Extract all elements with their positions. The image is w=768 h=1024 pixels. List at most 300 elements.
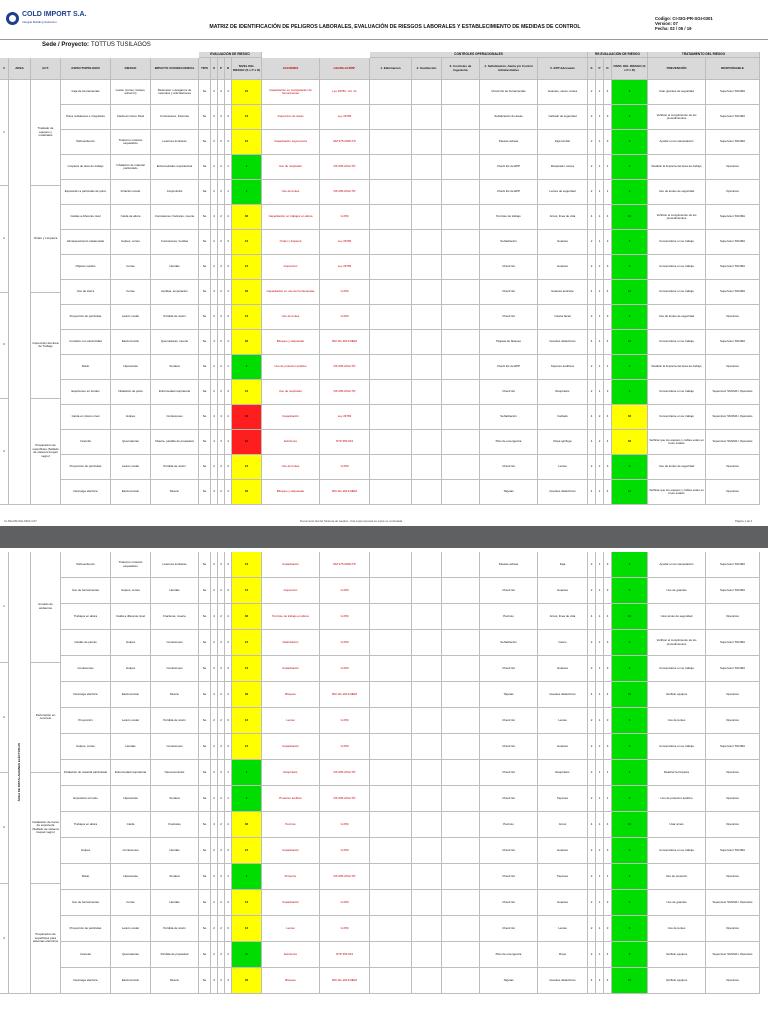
elimination-cell bbox=[370, 682, 412, 708]
detection-cell: 4 bbox=[225, 968, 232, 994]
re-probability-cell: 1 bbox=[596, 205, 604, 230]
prevention-cell: Uso de protector auditivo bbox=[648, 786, 706, 812]
consequence-cell: Contusiones bbox=[151, 734, 199, 760]
re-detection-cell: 3 bbox=[604, 734, 612, 760]
risk-cell: Caída de altura bbox=[111, 205, 151, 230]
signage-cell: Plan de emergencia bbox=[480, 942, 538, 968]
actions-cell: Bloqueo y etiquetado bbox=[262, 480, 320, 505]
ppe-cell: Guantes bbox=[538, 656, 588, 682]
prevention-cell: Verificar el cumplimiento de los procedimientos bbox=[648, 105, 706, 130]
legislation-cell: G.050 bbox=[320, 890, 370, 916]
legislation-cell: G.050 bbox=[320, 812, 370, 838]
probability-cell: 2 bbox=[218, 255, 225, 280]
risk-cell: Electrocución bbox=[111, 968, 151, 994]
responsible-cell: Operarios bbox=[706, 708, 760, 734]
hazard-cell: Ruido bbox=[61, 355, 111, 380]
actions-cell: Capacitación en manipulación de herramientas bbox=[262, 80, 320, 105]
engineering-cell bbox=[442, 80, 480, 105]
hazard-cell: Proyección de partículas bbox=[61, 305, 111, 330]
re-detection-cell: 3 bbox=[604, 105, 612, 130]
legislation-cell: G.050 bbox=[320, 916, 370, 942]
actions-cell: Inspección de áreas bbox=[262, 105, 320, 130]
activity-cell: Armado de andamios bbox=[31, 552, 61, 663]
ppe-cell: Guantes anticorte bbox=[538, 280, 588, 305]
type-cell: Sa bbox=[199, 760, 211, 786]
re-risk-level-cell: 6 bbox=[612, 734, 648, 760]
detection-cell: 3 bbox=[225, 890, 232, 916]
elimination-cell bbox=[370, 255, 412, 280]
type-cell: Se bbox=[199, 890, 211, 916]
detection-cell: 3 bbox=[225, 656, 232, 682]
responsible-cell: Supervisor SSOMA bbox=[706, 838, 760, 864]
substitution-cell bbox=[412, 355, 442, 380]
risk-cell: Cortes bbox=[111, 280, 151, 305]
re-risk-level-cell: 6 bbox=[612, 230, 648, 255]
document-header bbox=[0, 0, 768, 40]
detection-cell: 3 bbox=[225, 708, 232, 734]
probability-cell: 2 bbox=[218, 942, 225, 968]
ppe-cell: Guantes, casco, lentes bbox=[538, 80, 588, 105]
re-probability-cell: 1 bbox=[596, 708, 604, 734]
re-detection-cell: 4 bbox=[604, 942, 612, 968]
consequence-cell: Enfermedades respiratorias bbox=[151, 155, 199, 180]
prevention-cell: Realizar la limpieza del área de trabajo bbox=[648, 355, 706, 380]
type-cell: Se bbox=[199, 942, 211, 968]
table-row bbox=[0, 786, 768, 812]
severity-cell: 2 bbox=[211, 80, 218, 105]
consequence-cell: Muerte bbox=[151, 480, 199, 505]
substitution-cell bbox=[412, 455, 442, 480]
risk-level-cell: 12 bbox=[232, 916, 262, 942]
re-detection-cell: 1 bbox=[604, 760, 612, 786]
risk-level-cell: 12 bbox=[232, 130, 262, 155]
prevention-cell: Usar arnés bbox=[648, 812, 706, 838]
actions-cell: Extintores bbox=[262, 430, 320, 455]
re-probability-cell: 1 bbox=[596, 280, 604, 305]
elimination-cell bbox=[370, 480, 412, 505]
column-header-row bbox=[0, 58, 768, 80]
signage-cell: Check list bbox=[480, 455, 538, 480]
elimination-cell bbox=[370, 155, 412, 180]
legislation-cell: DS 005-2012-TR bbox=[320, 786, 370, 812]
table-row bbox=[0, 105, 768, 130]
type-cell: Se bbox=[199, 812, 211, 838]
col-header-riesgo: RIESGO bbox=[111, 58, 151, 80]
table-row bbox=[0, 760, 768, 786]
table-row bbox=[0, 630, 768, 656]
re-detection-cell: 4 bbox=[604, 604, 612, 630]
re-severity-cell: 2 bbox=[588, 760, 596, 786]
actions-cell: Inspección bbox=[262, 578, 320, 604]
ppe-cell: Guantes bbox=[538, 230, 588, 255]
severity-cell: 2 bbox=[211, 355, 218, 380]
probability-cell: 2 bbox=[218, 890, 225, 916]
re-detection-cell: 1 bbox=[604, 864, 612, 890]
table-row bbox=[0, 355, 768, 380]
re-probability-cell: 1 bbox=[596, 180, 604, 205]
prevention-cell: Verificar el cumplimiento de los procedimientos bbox=[648, 205, 706, 230]
re-risk-level-cell: 6 bbox=[612, 455, 648, 480]
probability-cell: 2 bbox=[218, 864, 225, 890]
col-header-p2: P bbox=[596, 58, 604, 80]
re-severity-cell: 2 bbox=[588, 180, 596, 205]
severity-cell: 2 bbox=[211, 380, 218, 405]
company-tagline: Integral Building Solutions bbox=[22, 20, 57, 24]
footer-code: CI-SIG-PR-SGI-0301-V.07 bbox=[4, 519, 37, 523]
legislation-cell: DS 005-2012-TR bbox=[320, 180, 370, 205]
table-row bbox=[0, 578, 768, 604]
elimination-cell bbox=[370, 380, 412, 405]
signage-cell: Permiso bbox=[480, 604, 538, 630]
legislation-cell: G.050 bbox=[320, 578, 370, 604]
engineering-cell bbox=[442, 130, 480, 155]
engineering-cell bbox=[442, 864, 480, 890]
probability-cell: 2 bbox=[218, 578, 225, 604]
re-risk-level-cell: 8 bbox=[612, 942, 648, 968]
re-probability-cell: 1 bbox=[596, 968, 604, 994]
re-severity-cell: 2 bbox=[588, 890, 596, 916]
re-detection-cell: 3 bbox=[604, 305, 612, 330]
table-row bbox=[0, 734, 768, 760]
severity-cell: 2 bbox=[211, 890, 218, 916]
engineering-cell bbox=[442, 330, 480, 355]
probability-cell: 2 bbox=[218, 205, 225, 230]
detection-cell: 4 bbox=[225, 405, 232, 430]
legislation-cell: G.050 bbox=[320, 708, 370, 734]
re-detection-cell: 4 bbox=[604, 405, 612, 430]
actions-cell: Permiso de trabajo en altura bbox=[262, 604, 320, 630]
type-cell: Se bbox=[199, 280, 211, 305]
re-risk-level-cell: 6 bbox=[612, 380, 648, 405]
re-probability-cell: 1 bbox=[596, 656, 604, 682]
engineering-cell bbox=[442, 942, 480, 968]
severity-cell: 4 bbox=[211, 330, 218, 355]
re-risk-level-cell: 6 bbox=[612, 305, 648, 330]
re-detection-cell: 4 bbox=[604, 812, 612, 838]
re-risk-level-cell: 16 bbox=[612, 604, 648, 630]
engineering-cell bbox=[442, 380, 480, 405]
elimination-cell bbox=[370, 890, 412, 916]
actions-cell: Protector auditivo bbox=[262, 786, 320, 812]
logo-icon bbox=[6, 12, 19, 25]
re-risk-level-cell: 6 bbox=[612, 255, 648, 280]
legislation-cell: NTP 350.043 bbox=[320, 942, 370, 968]
re-risk-level-cell: 16 bbox=[612, 280, 648, 305]
elimination-cell bbox=[370, 708, 412, 734]
responsible-cell: Supervisor SSOMA / Operarios bbox=[706, 890, 760, 916]
risk-cell: Cortes bbox=[111, 890, 151, 916]
re-detection-cell: 3 bbox=[604, 230, 612, 255]
hazard-cell: Caída en mismo nivel bbox=[61, 405, 111, 430]
actions-cell: Capacitación bbox=[262, 552, 320, 578]
table-row bbox=[0, 155, 768, 180]
ppe-cell: Guantes bbox=[538, 255, 588, 280]
engineering-cell bbox=[442, 355, 480, 380]
risk-cell: Caída al mismo Nivel bbox=[111, 105, 151, 130]
risk-cell: Cortes bbox=[111, 255, 151, 280]
risk-level-cell: 32 bbox=[232, 480, 262, 505]
severity-cell: 4 bbox=[211, 968, 218, 994]
signage-cell: Check list bbox=[480, 864, 538, 890]
hazard-cell: Contusiones bbox=[61, 656, 111, 682]
legislation-cell: RM 111-2013-MEM bbox=[320, 682, 370, 708]
legislation-cell: G.050 bbox=[320, 205, 370, 230]
risk-cell: Caída bbox=[111, 812, 151, 838]
re-risk-level-cell: 6 bbox=[612, 105, 648, 130]
signage-cell: Tarjetas bbox=[480, 968, 538, 994]
ppe-cell: Arnés bbox=[538, 812, 588, 838]
substitution-cell bbox=[412, 708, 442, 734]
hazard-cell: Pisos resbalosos e irregulares bbox=[61, 105, 111, 130]
table-row bbox=[0, 968, 768, 994]
ppe-cell: Guantes bbox=[538, 578, 588, 604]
risk-cell: Trastorno músculo esquelético bbox=[111, 552, 151, 578]
hazard-cell: Caja de Herramientas bbox=[61, 80, 111, 105]
detection-cell: 3 bbox=[225, 105, 232, 130]
activity-cell: Inspección del área de Trabajo bbox=[31, 293, 61, 399]
substitution-cell bbox=[412, 105, 442, 130]
row-number-cell: 1 bbox=[0, 80, 9, 186]
probability-cell: 2 bbox=[218, 305, 225, 330]
responsible-cell: Supervisor SSOMA bbox=[706, 578, 760, 604]
engineering-cell bbox=[442, 430, 480, 455]
elimination-cell bbox=[370, 630, 412, 656]
signage-cell: Check list bbox=[480, 786, 538, 812]
activity-cell: Perforación en concreto bbox=[31, 663, 61, 774]
detection-cell: 3 bbox=[225, 916, 232, 942]
consequence-cell: Lesiones lumbares bbox=[151, 552, 199, 578]
engineering-cell bbox=[442, 734, 480, 760]
legislation-cell: G.050 bbox=[320, 305, 370, 330]
engineering-cell bbox=[442, 305, 480, 330]
ppe-cell: Lentes bbox=[538, 708, 588, 734]
signage-cell: Señalización de áreas bbox=[480, 105, 538, 130]
risk-cell: Electrocución bbox=[111, 682, 151, 708]
re-detection-cell: 3 bbox=[604, 255, 612, 280]
re-risk-level-cell: 16 bbox=[612, 682, 648, 708]
re-detection-cell: 3 bbox=[604, 838, 612, 864]
re-risk-level-cell: 6 bbox=[612, 578, 648, 604]
signage-cell: Check list bbox=[480, 656, 538, 682]
engineering-cell bbox=[442, 916, 480, 942]
probability-cell: 2 bbox=[218, 656, 225, 682]
risk-level-cell: 12 bbox=[232, 578, 262, 604]
signage-cell: Check list de EPP bbox=[480, 155, 538, 180]
elimination-cell bbox=[370, 305, 412, 330]
elimination-cell bbox=[370, 578, 412, 604]
re-risk-level-cell: 6 bbox=[612, 552, 648, 578]
engineering-cell bbox=[442, 630, 480, 656]
hazard-cell: Sobreesfuerzo bbox=[61, 130, 111, 155]
actions-cell: Orden y limpieza bbox=[262, 230, 320, 255]
severity-cell: 2 bbox=[211, 552, 218, 578]
responsible-cell: Operarios bbox=[706, 480, 760, 505]
detection-cell: 3 bbox=[225, 734, 232, 760]
type-cell: Sa bbox=[199, 380, 211, 405]
engineering-cell bbox=[442, 205, 480, 230]
actions-cell: Capacitación bbox=[262, 890, 320, 916]
severity-cell: 2 bbox=[211, 630, 218, 656]
actions-cell: Lentes bbox=[262, 708, 320, 734]
re-probability-cell: 1 bbox=[596, 760, 604, 786]
table-row bbox=[0, 430, 768, 455]
substitution-cell bbox=[412, 430, 442, 455]
project-name: TOTTUS TUSILAGOS bbox=[91, 42, 151, 48]
signage-cell: Check list bbox=[480, 380, 538, 405]
legislation-cell: RM 111-2013-MEM bbox=[320, 968, 370, 994]
legislation-cell: Ley 29783 bbox=[320, 105, 370, 130]
re-severity-cell: 4 bbox=[588, 330, 596, 355]
legislation-cell: RM 375-2008-TR bbox=[320, 130, 370, 155]
col-header-s2: S bbox=[588, 58, 596, 80]
engineering-cell bbox=[442, 280, 480, 305]
probability-cell: 2 bbox=[218, 552, 225, 578]
re-risk-level-cell: 6 bbox=[612, 890, 648, 916]
risk-level-cell: 4 bbox=[232, 864, 262, 890]
probability-cell: 2 bbox=[218, 604, 225, 630]
signage-cell: Permiso de trabajo bbox=[480, 205, 538, 230]
probability-cell: 2 bbox=[218, 838, 225, 864]
col-header-act: ACT. bbox=[31, 58, 61, 80]
actions-cell: Capacitación en trabajos en altura bbox=[262, 205, 320, 230]
prevention-cell: Verificar equipos bbox=[648, 682, 706, 708]
risk-cell: Golpes, cortes bbox=[111, 578, 151, 604]
signage-cell: Señalización bbox=[480, 405, 538, 430]
re-severity-cell: 4 bbox=[588, 604, 596, 630]
risk-level-cell: 12 bbox=[232, 305, 262, 330]
type-cell: Se bbox=[199, 682, 211, 708]
signage-cell: Señalización bbox=[480, 630, 538, 656]
re-probability-cell: 1 bbox=[596, 942, 604, 968]
prevention-cell: Concentrarse en su trabajo bbox=[648, 838, 706, 864]
table-row bbox=[0, 838, 768, 864]
risk-level-cell: 12 bbox=[232, 380, 262, 405]
probability-cell: 4 bbox=[218, 405, 225, 430]
prevention-cell: Ayudar en la manipulación bbox=[648, 130, 706, 155]
consequence-cell: Contusiones bbox=[151, 656, 199, 682]
hazard-cell: Caídas a diferente nivel bbox=[61, 205, 111, 230]
row-number-cell: 2 bbox=[0, 663, 9, 774]
re-severity-cell: 2 bbox=[588, 155, 596, 180]
severity-cell: 2 bbox=[211, 180, 218, 205]
actions-cell: Uso de protector auditivo bbox=[262, 355, 320, 380]
engineering-cell bbox=[442, 230, 480, 255]
type-cell: Se bbox=[199, 916, 211, 942]
consequence-cell: Sordera bbox=[151, 786, 199, 812]
responsible-cell: Operarios bbox=[706, 355, 760, 380]
row-number-cell: 1 bbox=[0, 552, 9, 663]
detection-cell: 3 bbox=[225, 455, 232, 480]
severity-cell: 2 bbox=[211, 656, 218, 682]
severity-cell: 2 bbox=[211, 786, 218, 812]
table-row bbox=[0, 656, 768, 682]
risk-level-cell: 64 bbox=[232, 430, 262, 455]
consequence-cell: Heridas bbox=[151, 255, 199, 280]
probability-cell: 2 bbox=[218, 786, 225, 812]
prevention-cell: Verificar que los equipos y cables estén en buen estado bbox=[648, 480, 706, 505]
prevention-cell: Verificar equipos bbox=[648, 942, 706, 968]
hazard-cell: Almacenamiento inadecuado bbox=[61, 230, 111, 255]
signage-cell: Check list de EPP bbox=[480, 180, 538, 205]
ppe-cell: Careta facial bbox=[538, 305, 588, 330]
risk-cell: Lesión ocular bbox=[111, 916, 151, 942]
re-probability-cell: 1 bbox=[596, 630, 604, 656]
hazard-cell: Uso de herramientas bbox=[61, 578, 111, 604]
substitution-cell bbox=[412, 682, 442, 708]
re-risk-level-cell: 6 bbox=[612, 630, 648, 656]
risk-level-cell: 12 bbox=[232, 734, 262, 760]
re-detection-cell: 4 bbox=[604, 682, 612, 708]
detection-cell: 3 bbox=[225, 230, 232, 255]
substitution-cell bbox=[412, 552, 442, 578]
re-probability-cell: 1 bbox=[596, 305, 604, 330]
probability-cell: 2 bbox=[218, 760, 225, 786]
engineering-cell bbox=[442, 455, 480, 480]
engineering-cell bbox=[442, 656, 480, 682]
severity-cell: 2 bbox=[211, 838, 218, 864]
severity-cell: 4 bbox=[211, 682, 218, 708]
footer-note: Documento fiel del Sistema de Gestion. Una copia impresa es copia no controlada. bbox=[300, 519, 403, 523]
re-severity-cell: 4 bbox=[588, 280, 596, 305]
legislation-cell: RM 111-2013-MEM bbox=[320, 480, 370, 505]
consequence-cell: Neumoconiosis bbox=[151, 760, 199, 786]
re-risk-level-cell: 32 bbox=[612, 430, 648, 455]
activity-cell: Preparación de superficies para sistemas eléctricos bbox=[31, 884, 61, 995]
legislation-cell: DS 005-2012-TR bbox=[320, 380, 370, 405]
signage-cell: Pausas activas bbox=[480, 130, 538, 155]
legislation-cell: Ley 29783 bbox=[320, 230, 370, 255]
elimination-cell bbox=[370, 280, 412, 305]
col-header-nivel: NIVEL DEL RIESGO (S x P x D) bbox=[232, 58, 262, 80]
re-severity-cell: 2 bbox=[588, 80, 596, 105]
probability-cell: 2 bbox=[218, 812, 225, 838]
risk-level-cell: 64 bbox=[232, 405, 262, 430]
re-detection-cell: 1 bbox=[604, 786, 612, 812]
signage-cell: Check list bbox=[480, 255, 538, 280]
legislation-cell: RM 111-2013-MEM bbox=[320, 330, 370, 355]
table-row bbox=[0, 305, 768, 330]
elimination-cell bbox=[370, 80, 412, 105]
table-row bbox=[0, 280, 768, 305]
responsible-cell: Operarios bbox=[706, 864, 760, 890]
doc-date: Fecha: 02 / 05 / 19 bbox=[655, 26, 692, 31]
col-header-responsable: RESPONSABLE bbox=[706, 58, 760, 80]
re-detection-cell: 3 bbox=[604, 455, 612, 480]
hazard-cell: Ruido bbox=[61, 864, 111, 890]
risk-cell: Hipoacusia bbox=[111, 864, 151, 890]
legislation-cell: G.050 bbox=[320, 734, 370, 760]
actions-cell: Capacitación bbox=[262, 838, 320, 864]
actions-cell: Delimitación bbox=[262, 630, 320, 656]
actions-cell: Uso de lentes bbox=[262, 180, 320, 205]
activity-cell: Traslado de equipos y materiales bbox=[31, 80, 61, 186]
responsible-cell: Supervisor SSOMA bbox=[706, 630, 760, 656]
re-probability-cell: 1 bbox=[596, 330, 604, 355]
substitution-cell bbox=[412, 80, 442, 105]
re-severity-cell: 2 bbox=[588, 786, 596, 812]
responsible-cell: Supervisor SSOMA bbox=[706, 330, 760, 355]
re-detection-cell: 4 bbox=[604, 480, 612, 505]
responsible-cell: Supervisor SSOMA / Operarios bbox=[706, 405, 760, 430]
actions-cell: Permiso bbox=[262, 812, 320, 838]
col-header-ingenieria: 3. Controles de Ingeniería bbox=[442, 58, 480, 80]
elimination-cell bbox=[370, 105, 412, 130]
detection-cell: 3 bbox=[225, 578, 232, 604]
risk-level-cell: 32 bbox=[232, 968, 262, 994]
substitution-cell bbox=[412, 864, 442, 890]
probability-cell: 2 bbox=[218, 630, 225, 656]
risk-level-cell: 24 bbox=[232, 80, 262, 105]
